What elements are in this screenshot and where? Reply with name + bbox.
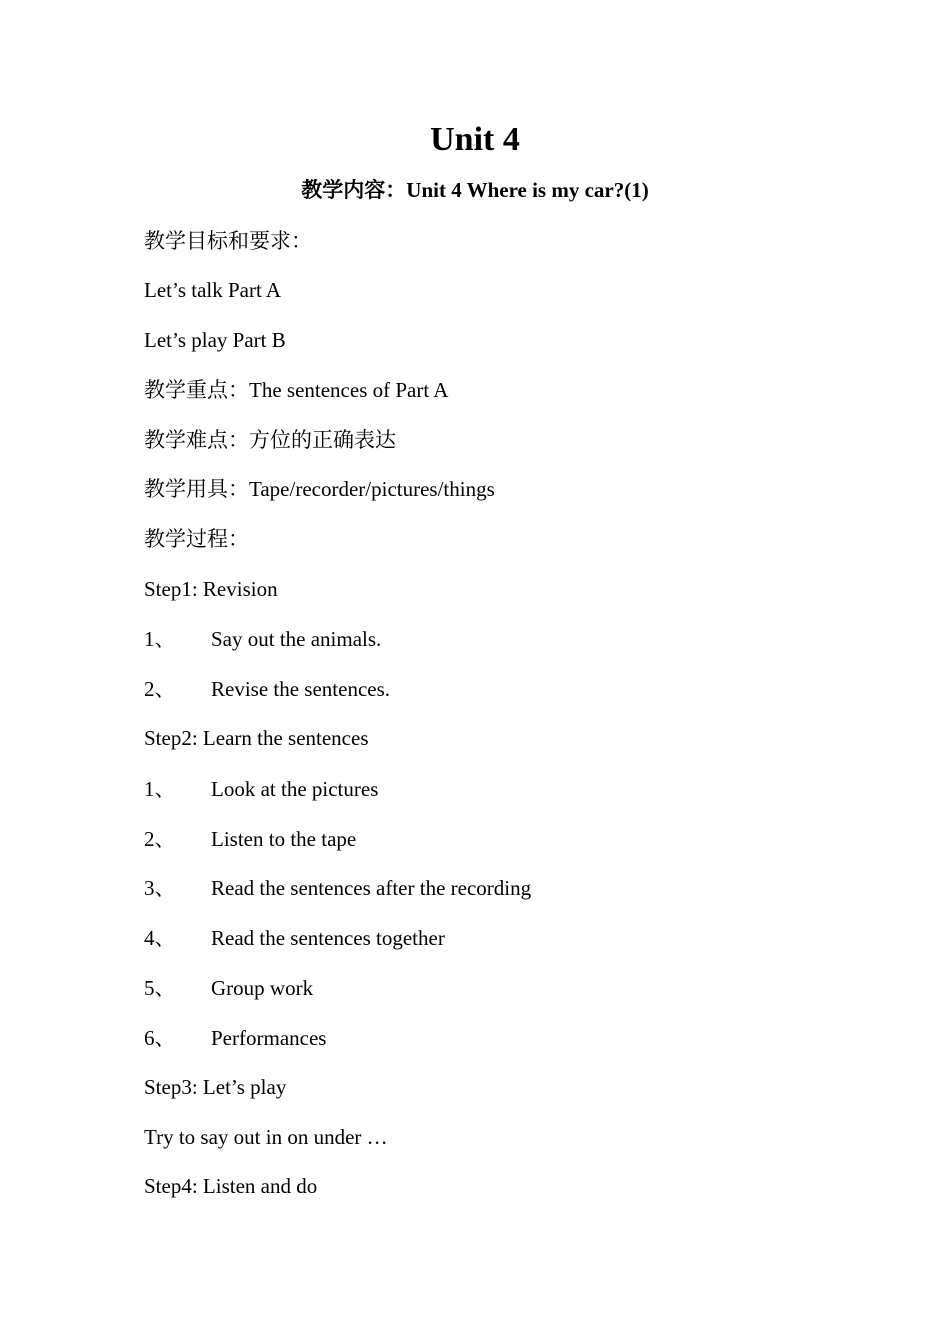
- list-item-text: Look at the pictures: [211, 777, 379, 801]
- list-item-text: Say out the animals.: [211, 627, 382, 651]
- list-item: [144, 774, 378, 804]
- list-item-number: 6、: [144, 1026, 176, 1050]
- list-item-text: Read the sentences after the recording: [211, 876, 532, 900]
- step4-heading: Step4: Listen and do: [144, 1174, 318, 1198]
- list-item-number: 4、: [144, 926, 176, 950]
- list-item-number: 3、: [144, 876, 176, 900]
- list-item: [144, 824, 356, 854]
- list-item-number: 1、: [144, 627, 176, 651]
- step3-text: Try to say out in on under …: [144, 1125, 388, 1149]
- list-item: [144, 973, 313, 1003]
- step2-heading: Step2: Learn the sentences: [144, 726, 369, 750]
- list-item-number: 2、: [144, 827, 176, 851]
- tools-line: 教学用具：Tape/recorder/pictures/things: [144, 477, 495, 501]
- list-item-text: Group work: [211, 976, 314, 1000]
- list-item-number: 2、: [144, 677, 176, 701]
- list-item-text: Listen to the tape: [211, 827, 357, 851]
- list-item: [144, 674, 390, 704]
- list-item-text: Revise the sentences.: [211, 677, 391, 701]
- list-item-text: Read the sentences together: [211, 926, 445, 950]
- list-item: [144, 1023, 326, 1053]
- difficulty-line: 教学难点：方位的正确表达: [144, 428, 396, 452]
- list-item-text: Performances: [211, 1026, 327, 1050]
- list-item: [144, 923, 445, 953]
- list-item: [144, 873, 531, 903]
- list-item-number: 5、: [144, 976, 176, 1000]
- document-title: Unit 4: [430, 121, 520, 158]
- lesson-content-heading: 教学内容：Unit 4 Where is my car?(1): [301, 178, 649, 202]
- step3-heading: Step3: Let’s play: [144, 1075, 287, 1099]
- objectives-heading: 教学目标和要求：: [144, 229, 312, 253]
- list-item-number: 1、: [144, 777, 176, 801]
- objective-item: Let’s talk Part A: [144, 278, 282, 302]
- process-heading: 教学过程：: [144, 527, 249, 551]
- objective-item: Let’s play Part B: [144, 328, 286, 352]
- list-item: [144, 624, 381, 654]
- step1-heading: Step1: Revision: [144, 577, 278, 601]
- key-point-line: 教学重点：The sentences of Part A: [144, 378, 449, 402]
